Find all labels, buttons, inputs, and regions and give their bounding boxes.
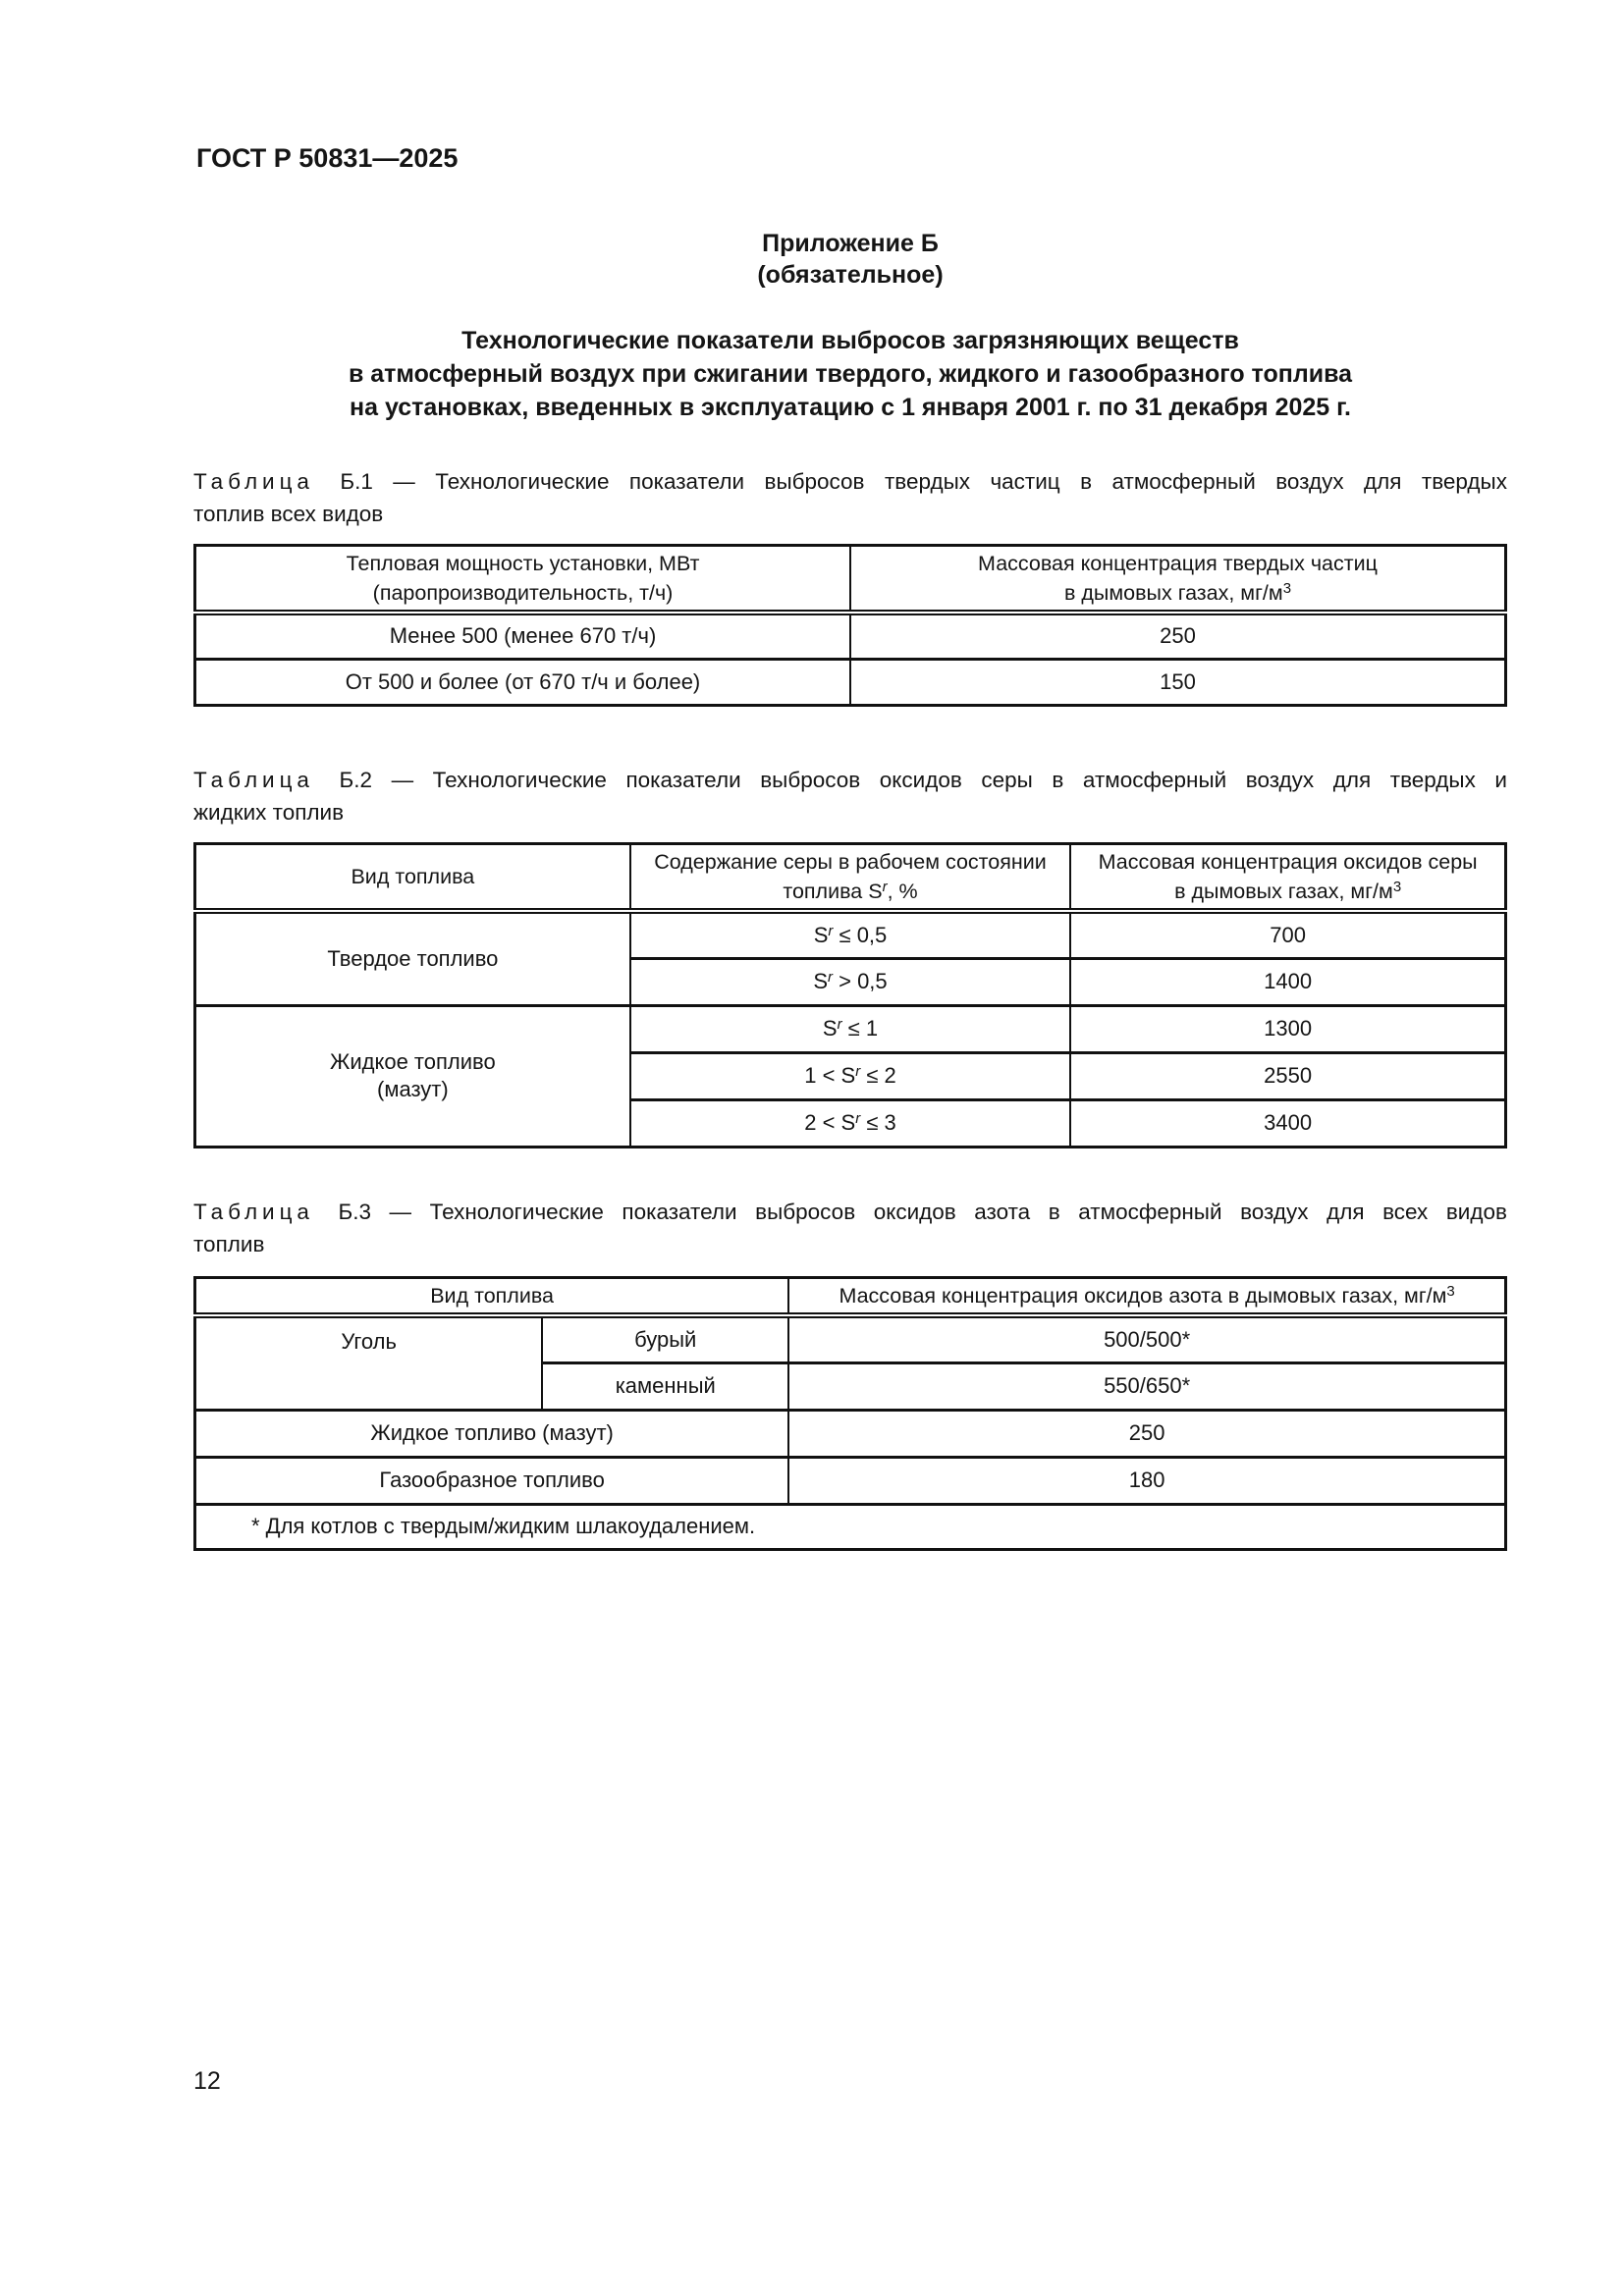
page-title-line: в атмосферный воздух при сжигании твердого, жидкого и газообразного топлива [348,360,1353,388]
header-line: Содержание серы в рабочем состоянии [654,850,1047,874]
superscript: 3 [1446,1283,1455,1301]
appendix-label: Приложение Б [762,230,939,257]
superscript: 3 [1392,879,1402,896]
table-row [195,911,1506,958]
header-cell-concentration [1070,844,1505,912]
caption-text: Технологические показатели выбросов оксидов серы в атмосферный воздух для твердых и [432,768,1507,792]
cell-power: От 500 и более (от 670 т/ч и более) [195,659,851,705]
caption-table-b3 [193,1196,1507,1260]
formula-text: S [813,969,828,993]
cell-formula [630,1099,1071,1147]
superscript: 3 [1282,580,1292,598]
table-b3 [193,1276,1507,1551]
superscript: r [828,969,833,987]
cell-value: 1400 [1070,958,1505,1005]
cell-formula [630,958,1071,1005]
header-cell-fuel: Вид топлива [195,1278,789,1316]
header-line: Тепловая мощность установки, МВт [346,552,700,575]
cell-value: 3400 [1070,1099,1505,1147]
formula-text: S [813,922,829,947]
caption-label: Б.3 [338,1200,371,1224]
formula-text: ≤ 3 [860,1110,896,1135]
page-title-line: Технологические показатели выбросов загрязняющих веществ [461,327,1239,354]
cell-value: 550/650* [788,1362,1505,1410]
cell-value: 1300 [1070,1005,1505,1052]
cell-value: 250 [850,613,1506,659]
superscript: r [882,879,888,896]
header-cell-sulfur [630,844,1071,912]
header-cell-concentration [788,1278,1505,1316]
caption-text: Технологические показатели выбросов твердых частиц в атмосферный воздух для твердых [435,469,1507,494]
caption-dash: — [391,768,414,792]
page-title [193,324,1507,424]
caption-word: Таблица [193,1200,314,1224]
unit-text: в дымовых газах, мг/м [1174,880,1393,903]
header-line: Массовая концентрация оксидов серы [1098,850,1478,874]
caption-label: Б.2 [339,768,372,792]
table-row [195,1410,1506,1457]
formula-text: ≤ 0,5 [833,922,888,947]
caption-text-line2: топлив всех видов [193,502,384,526]
caption-table-b1 [193,465,1507,530]
table-b2 [193,842,1507,1148]
formula-text: ≤ 2 [860,1063,896,1088]
table-row [195,844,1506,912]
table-row [195,613,1506,659]
footnote-cell: * Для котлов с твердым/жидким шлакоудалением. [195,1504,1506,1549]
formula-text: > 0,5 [833,969,888,993]
table-row [195,1278,1506,1316]
caption-dash: — [389,1200,412,1224]
page-title-line: на установках, введенных в эксплуатацию с 1 января 2001 г. по 31 декабря 2025 г. [350,394,1351,421]
table-row [195,1005,1506,1052]
header-line [1079,877,1496,906]
superscript: r [855,1110,861,1128]
formula-text: S [822,1016,838,1041]
formula-text: , % [887,880,918,903]
header-cell-power [195,546,851,614]
cell-value: 2550 [1070,1052,1505,1099]
caption-text-line2: топлив [193,1232,265,1256]
superscript: r [828,923,834,939]
cell-fuel-liquid: Жидкое топливо (мазут) [195,1410,789,1457]
table-row [195,659,1506,705]
header-cell-concentration [850,546,1506,614]
header-line: Массовая концентрация твердых частиц [978,552,1378,575]
caption-word: Таблица [193,469,314,494]
cell-formula [630,1052,1071,1099]
formula-text: ≤ 1 [841,1016,879,1041]
fuel-line: (мазут) [377,1077,449,1101]
cell-fuel-solid: Твердое топливо [195,911,630,1005]
header-line [639,877,1062,906]
superscript: r [855,1063,861,1081]
header-line: (паропроизводительность, т/ч) [372,581,674,605]
superscript: r [837,1016,842,1034]
cell-value: 150 [850,659,1506,705]
formula-text: 1 < S [804,1063,856,1088]
table-row [195,546,1506,614]
cell-formula [630,1005,1071,1052]
doc-code: ГОСТ Р 50831—2025 [196,143,459,173]
formula-text: топлива S [783,880,883,903]
caption-text: Технологические показатели выбросов оксидов азота в атмосферный воздух для всех видов [429,1200,1507,1224]
cell-power: Менее 500 (менее 670 т/ч) [195,613,851,659]
cell-value: 180 [788,1457,1505,1504]
cell-value: 700 [1070,911,1505,958]
fuel-line: Жидкое топливо [330,1049,496,1074]
cell-coal-type: каменный [542,1362,788,1410]
caption-dash: — [393,469,415,494]
unit-text: в дымовых газах, мг/м [1063,581,1283,605]
cell-coal-type: бурый [542,1315,788,1362]
table-b1 [193,544,1507,707]
appendix-note: (обязательное) [757,261,944,289]
cell-coal: Уголь [195,1315,543,1410]
cell-fuel-liquid [195,1005,630,1147]
caption-table-b2 [193,764,1507,828]
appendix-heading [193,228,1507,291]
caption-label: Б.1 [340,469,373,494]
header-line [859,578,1496,608]
cell-value: 250 [788,1410,1505,1457]
table-row [195,1315,1506,1362]
header-cell-fuel: Вид топлива [195,844,630,912]
table-footnote-row [195,1504,1506,1549]
caption-text-line2: жидких топлив [193,800,345,825]
formula-text: 2 < S [804,1110,856,1135]
caption-word: Таблица [193,768,314,792]
cell-formula [630,911,1071,958]
cell-value: 500/500* [788,1315,1505,1362]
cell-fuel-gas: Газообразное топливо [195,1457,789,1504]
unit-text: Массовая концентрация оксидов азота в дымовых газах, мг/м [839,1284,1447,1308]
page-number: 12 [193,2067,221,2095]
table-row [195,1457,1506,1504]
